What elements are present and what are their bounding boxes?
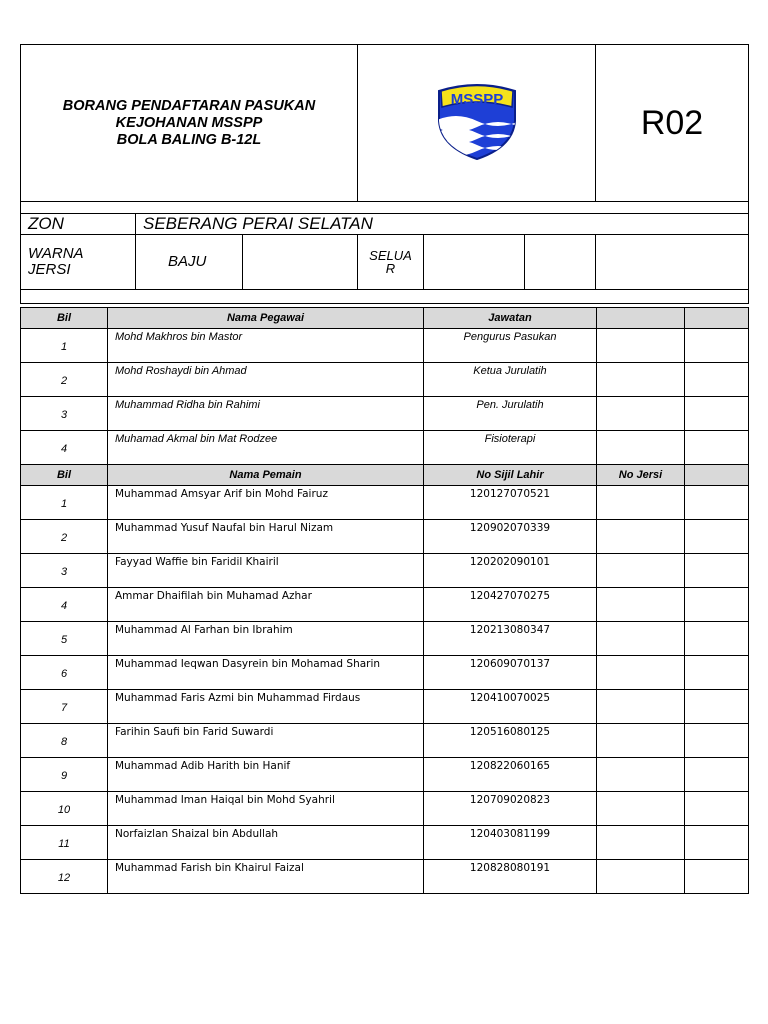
row-number: 1 [21,485,108,519]
table-row [21,689,749,723]
shirt-color-field[interactable] [243,234,358,289]
blank-cell [685,655,749,689]
row-number: 11 [21,825,108,859]
staff-name: Mohd Makhros bin Mastor [108,328,424,362]
birth-cert-cell: 120516080125 [424,723,597,757]
header-bil: Bil [21,464,108,485]
birth-cert-cell: 120403081199 [424,825,597,859]
header-position: Jawatan [424,307,597,328]
pants-color-field[interactable] [424,234,525,289]
title-line-3: BOLA BALING B-12L [116,131,262,148]
blank-cell [685,723,749,757]
blank-cell [685,396,749,430]
table-row [21,362,749,396]
extra-field-1[interactable] [525,234,596,289]
table-row [21,723,749,757]
header-empty [685,464,749,485]
table-row [21,553,749,587]
header-empty [685,307,749,328]
blank-cell [685,485,749,519]
row-number: 7 [21,689,108,723]
player-name: Muhammad Adib Harith bin Hanif [108,757,424,791]
jersey-number-field[interactable] [597,553,685,587]
team-info [20,201,749,304]
jersey-number-field[interactable] [597,859,685,893]
extra-field-2[interactable] [596,234,749,289]
table-row [21,757,749,791]
birth-cert-cell: 120828080191 [424,859,597,893]
blank-cell [685,519,749,553]
spacer-row [21,289,749,303]
player-name: Muhammad Al Farhan bin Ibrahim [108,621,424,655]
blank-cell [597,430,685,464]
jersey-number-field[interactable] [597,723,685,757]
form-code: R02 [596,45,749,202]
blank-cell [685,791,749,825]
jersey-number-field[interactable] [597,519,685,553]
position-cell: Pengurus Pasukan [424,328,597,362]
header-birth-cert: No Sijil Lahir [424,464,597,485]
row-number: 12 [21,859,108,893]
header-bil: Bil [21,307,108,328]
table-row [21,587,749,621]
row-number: 4 [21,587,108,621]
blank-cell [597,396,685,430]
logo-cell [358,45,596,202]
player-name: Muhammad Faris Azmi bin Muhammad Firdaus [108,689,424,723]
header-player-name: Nama Pemain [108,464,424,485]
birth-cert-cell: 120427070275 [424,587,597,621]
blank-cell [685,825,749,859]
jersey-color-label: WARNA JERSI [21,234,136,289]
blank-cell [685,859,749,893]
table-row [21,396,749,430]
jersey-number-field[interactable] [597,825,685,859]
jersey-number-field[interactable] [597,757,685,791]
table-row [21,859,749,893]
table-row [21,519,749,553]
logo-text: MSSPP [450,90,503,108]
row-number: 9 [21,757,108,791]
jersey-number-field[interactable] [597,587,685,621]
table-row [21,430,749,464]
player-name: Farihin Saufi bin Farid Suwardi [108,723,424,757]
blank-cell [597,362,685,396]
players-header [21,464,749,485]
player-name: Muhammad Amsyar Arif bin Mohd Fairuz [108,485,424,519]
blank-cell [685,328,749,362]
row-number: 2 [21,519,108,553]
blank-cell [685,362,749,396]
birth-cert-cell: 120822060165 [424,757,597,791]
row-number: 6 [21,655,108,689]
registration-form [20,44,748,894]
row-number: 8 [21,723,108,757]
player-name: Norfaizlan Shaizal bin Abdullah [108,825,424,859]
staff-name: Muhamad Akmal bin Mat Rodzee [108,430,424,464]
jersey-number-field[interactable] [597,621,685,655]
pants-label: SELUA R [358,234,424,289]
jersey-number-field[interactable] [597,689,685,723]
jersey-number-field[interactable] [597,791,685,825]
blank-cell [685,621,749,655]
row-number: 2 [21,362,108,396]
row-number: 4 [21,430,108,464]
header-official-name: Nama Pegawai [108,307,424,328]
blank-cell [685,587,749,621]
player-name: Muhammad Ieqwan Dasyrein bin Mohamad Sharin [108,655,424,689]
row-number: 5 [21,621,108,655]
blank-cell [685,430,749,464]
staff-name: Mohd Roshaydi bin Ahmad [108,362,424,396]
position-cell: Pen. Jurulatih [424,396,597,430]
jersey-number-field[interactable] [597,485,685,519]
player-name: Muhammad Farish bin Khairul Faizal [108,859,424,893]
blank-cell [597,328,685,362]
row-number: 3 [21,553,108,587]
staff-name: Muhammad Ridha bin Rahimi [108,396,424,430]
zone-label: ZON [21,213,136,234]
officials-header [21,307,749,328]
table-row [21,621,749,655]
birth-cert-cell: 120410070025 [424,689,597,723]
player-name: Ammar Dhaifilah bin Muhamad Azhar [108,587,424,621]
position-cell: Ketua Jurulatih [424,362,597,396]
table-row [21,485,749,519]
jersey-number-field[interactable] [597,655,685,689]
blank-cell [685,553,749,587]
row-number: 10 [21,791,108,825]
msspp-logo [435,81,519,161]
birth-cert-cell: 120202090101 [424,553,597,587]
header-empty [597,307,685,328]
table-row [21,655,749,689]
form-title [21,45,358,202]
title-line-1: BORANG PENDAFTARAN PASUKAN [62,97,316,114]
row-number: 1 [21,328,108,362]
table-row [21,825,749,859]
table-row [21,791,749,825]
zone-value: SEBERANG PERAI SELATAN [136,213,749,234]
birth-cert-cell: 120609070137 [424,655,597,689]
spacer-row [21,201,749,213]
birth-cert-cell: 120902070339 [424,519,597,553]
shirt-label: BAJU [136,234,243,289]
birth-cert-cell: 120127070521 [424,485,597,519]
blank-cell [685,757,749,791]
row-number: 3 [21,396,108,430]
birth-cert-cell: 120709020823 [424,791,597,825]
roster-table [20,307,749,894]
player-name: Fayyad Waffie bin Faridil Khairil [108,553,424,587]
header-jersey-no: No Jersi [597,464,685,485]
player-name: Muhammad Yusuf Naufal bin Harul Nizam [108,519,424,553]
title-line-2: KEJOHANAN MSSPP [115,114,263,131]
table-row [21,328,749,362]
birth-cert-cell: 120213080347 [424,621,597,655]
blank-cell [685,689,749,723]
form-header [20,44,749,202]
position-cell: Fisioterapi [424,430,597,464]
player-name: Muhammad Iman Haiqal bin Mohd Syahril [108,791,424,825]
